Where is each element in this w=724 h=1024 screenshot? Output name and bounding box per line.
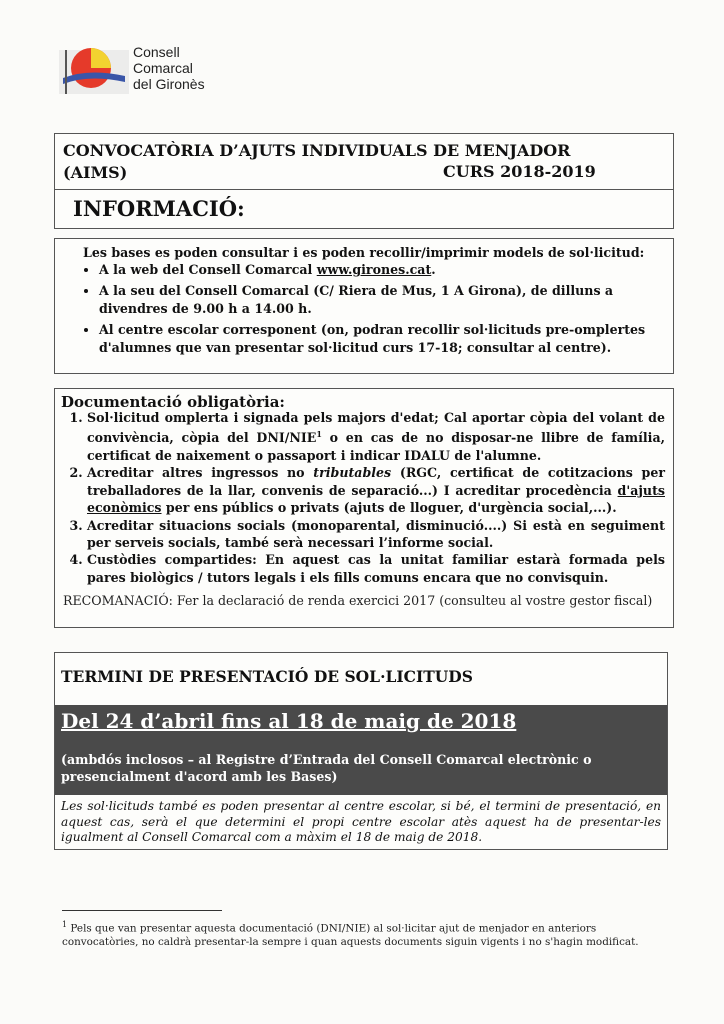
doc-item-1-text-a: Sol·licitud omplerta i signada pels majors d'edat; Cal aportar còpia del volant de convivència, còpia del DNI/NIE	[87, 410, 665, 446]
doc-item-1-text-b: o en cas de no disposar-ne llibre de família, certificat de naixement o passaport i indicar IDALU de l'alumne.	[87, 430, 665, 463]
bases-intro: Les bases es poden consultar i es poden recollir/imprimir models de sol·licitud:	[83, 245, 645, 260]
title-divider	[55, 189, 673, 190]
bases-item-web-suffix: .	[431, 262, 436, 277]
doc-item-2-underlined: d'ajuts econòmics	[87, 482, 665, 516]
title-line-1: CONVOCATÒRIA D’AJUTS INDIVIDUALS DE MENJADOR	[63, 141, 571, 160]
title-line-2: (AIMS)	[63, 163, 128, 182]
bases-item-office: • A la seu del Consell Comarcal (C/ Riera de Mus, 1 A Girona), de dilluns a divendres de 9.00 h a 14.00 h.	[99, 282, 669, 319]
documentation-heading: Documentació obligatòria:	[61, 393, 285, 411]
footnote	[62, 918, 662, 949]
documentation-item-2	[87, 464, 665, 516]
footnote-text: Pels que van presentar aquesta documentació (DNI/NIE) al sol·licitar ajut de menjador en anteriors convocatòries, no caldrà presentar-la sempre i quan aquests documents siguin vigents i no s'hagin modificat.	[62, 922, 639, 949]
course-label: CURS 2018-2019	[443, 162, 596, 181]
documentation-item-3: 3. Acreditar situacions socials (monoparental, disminució....) Si està en seguiment per serveis socials, també serà necessari l’informe social.	[87, 517, 665, 552]
bases-item-web-text: A la web del Consell Comarcal	[99, 262, 317, 277]
documentation-item-4: 4. Custòdies compartides: En aquest cas la unitat familiar estarà formada pels pares biològics / tutors legals i els fills comuns encara que no convisquin.	[87, 551, 665, 586]
title-box	[54, 133, 674, 229]
logo-text	[133, 44, 205, 92]
documentation-list	[61, 409, 665, 586]
footnote-rule	[62, 910, 222, 911]
deadline-dates: Del 24 d’abril fins al 18 de maig de 2018	[61, 709, 517, 733]
consell-comarcal-logo	[55, 42, 131, 94]
documentation-item-1	[87, 409, 665, 464]
doc-item-2-text-b: (RGC, certificat de cotitzacions per treballadores de la llar, convenis de separació...) I acreditar procedència	[87, 465, 665, 498]
bases-item-web	[99, 261, 669, 280]
doc-item-2-text-c: per ens públics o privats (ajuts de lloguer, d'urgència social,...).	[161, 500, 617, 516]
footnote-ref: 1	[316, 429, 322, 440]
deadline-note: (ambdós inclosos – al Registre d’Entrada del Consell Comarcal electrònic o presencialment d'acord amb les Bases)	[61, 752, 592, 784]
bases-list	[75, 261, 669, 360]
bases-box	[54, 238, 674, 374]
doc-item-2-text-a: Acreditar altres ingressos no	[87, 465, 314, 481]
logo-line-2: Comarcal	[133, 60, 193, 76]
documentation-box	[54, 388, 674, 628]
deadline-heading: TERMINI DE PRESENTACIÓ DE SOL·LICITUDS	[61, 667, 473, 686]
logo-line-3: del Gironès	[133, 76, 205, 92]
footnote-marker: 1	[62, 920, 68, 929]
school-submission-note: Les sol·licituds també es poden presentar al centre escolar, si bé, el termini de presentació, en aquest cas, serà el que determini el propi centre escolar atès aquest ha de presentar-les igualment al Consell Comarcal com a màxim el 18 de maig de 2018.	[61, 799, 661, 844]
deadline-box	[54, 652, 668, 850]
section-heading-info: INFORMACIÓ:	[73, 196, 245, 221]
bases-item-school: • Al centre escolar corresponent (on, podran recollir sol·licituds pre-omplertes d'alumnes que van presentar sol·licitud curs 17-18; consultar al centre).	[99, 321, 669, 358]
deadline-band	[55, 705, 667, 795]
logo-line-1: Consell	[133, 44, 180, 60]
girones-website-link[interactable]: www.girones.cat	[316, 262, 432, 277]
recommendation-text: RECOMANACIÓ: Fer la declaració de renda exercici 2017 (consulteu al vostre gestor fiscal)	[63, 593, 653, 608]
doc-item-2-italic: tributables	[313, 465, 392, 481]
